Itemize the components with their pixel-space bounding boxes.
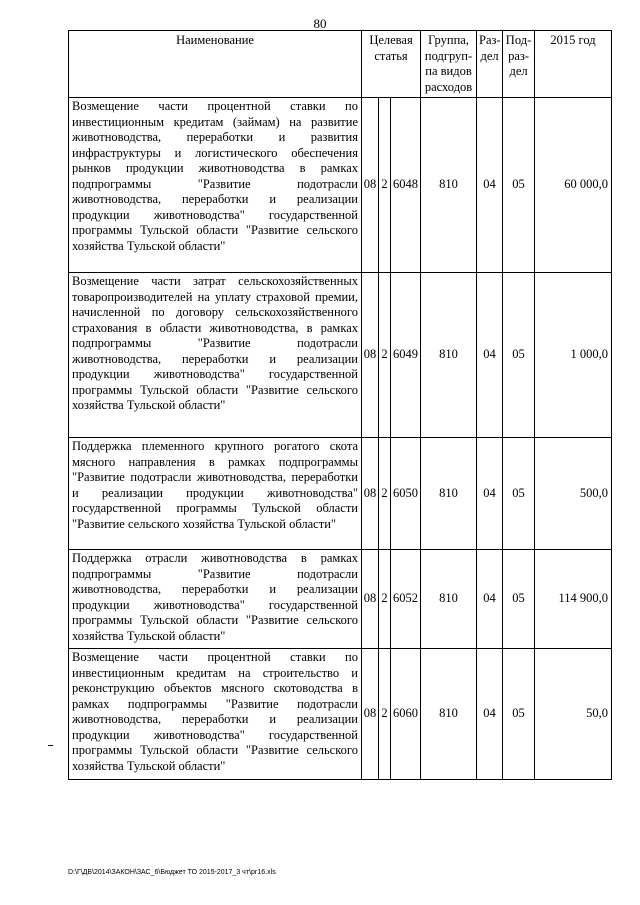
article-program: 08 — [362, 649, 379, 780]
article-code: 6052 — [391, 550, 421, 649]
amount-2015: 114 900,0 — [535, 550, 612, 649]
header-article: Целевая статья — [362, 31, 421, 98]
file-path-footer: D:\Г\ДБ\2014\ЗАКОН\ЗАС_6\Бюджет ТО 2015-2017_3 чт\рг16.xls — [68, 869, 276, 876]
article-code: 6048 — [391, 98, 421, 273]
article-code: 6049 — [391, 273, 421, 438]
amount-2015: 50,0 — [535, 649, 612, 780]
expense-group: 810 — [421, 550, 477, 649]
subsection: 05 — [503, 438, 535, 550]
row-name: Возмещение части процентной ставки по инвестиционным кредитам на строительство и реконструкцию объектов мясного скотоводства в рамках подпрограммы "Развитие подотрасли животноводства, переработки и реализации продукции животноводства" государственной программы Тульской области "Развитие сельского хозяйства Тульской области" — [69, 649, 362, 780]
table-row — [69, 649, 612, 780]
amount-2015: 500,0 — [535, 438, 612, 550]
article-code: 6050 — [391, 438, 421, 550]
table-row — [69, 438, 612, 550]
row-name: Поддержка племенного крупного рогатого скота мясного направления в рамках подпрограммы "Развитие подотрасли животноводства, переработки и реализации продукции животноводства" государственной программы Тульской области "Развитие сельского хозяйства Тульской области" — [69, 438, 362, 550]
budget-table — [68, 30, 612, 780]
table-row — [69, 98, 612, 273]
expense-group: 810 — [421, 438, 477, 550]
header-name: Наименование — [69, 31, 362, 98]
section: 04 — [477, 438, 503, 550]
table-header-row — [69, 31, 612, 98]
margin-mark — [48, 745, 53, 746]
section: 04 — [477, 98, 503, 273]
row-name: Возмещение части процентной ставки по инвестиционным кредитам (займам) на развитие животноводства, переработки и развития инфраструктуры и логистического обеспечения рынков продукции животноводства в рамках подпрограммы "Развитие подотрасли животноводства, переработки и реализации продукции животноводства" государственной программы Тульской области "Развитие сельского хозяйства Тульской области" — [69, 98, 362, 273]
table-row — [69, 273, 612, 438]
expense-group: 810 — [421, 98, 477, 273]
section: 04 — [477, 273, 503, 438]
article-code: 6060 — [391, 649, 421, 780]
expense-group: 810 — [421, 649, 477, 780]
article-subprogram: 2 — [379, 438, 391, 550]
article-subprogram: 2 — [379, 98, 391, 273]
article-subprogram: 2 — [379, 550, 391, 649]
header-group: Группа, подгруп-па видов расходов — [421, 31, 477, 98]
header-subsection: Под-раз-дел — [503, 31, 535, 98]
header-section: Раз-дел — [477, 31, 503, 98]
subsection: 05 — [503, 98, 535, 273]
subsection: 05 — [503, 550, 535, 649]
section: 04 — [477, 550, 503, 649]
section: 04 — [477, 649, 503, 780]
article-program: 08 — [362, 98, 379, 273]
article-program: 08 — [362, 273, 379, 438]
table-row — [69, 550, 612, 649]
amount-2015: 60 000,0 — [535, 98, 612, 273]
amount-2015: 1 000,0 — [535, 273, 612, 438]
subsection: 05 — [503, 649, 535, 780]
article-subprogram: 2 — [379, 649, 391, 780]
header-year: 2015 год — [535, 31, 612, 98]
row-name: Возмещение части затрат сельскохозяйственных товаропроизводителей на уплату страховой премии, начисленной по договору сельскохозяйственного страхования в области животноводства, в рамках подпрограммы "Развитие подотрасли животноводства, переработки и реализации продукции животноводства" государственной программы Тульской области "Развитие сельского хозяйства Тульской области" — [69, 273, 362, 438]
article-program: 08 — [362, 550, 379, 649]
expense-group: 810 — [421, 273, 477, 438]
subsection: 05 — [503, 273, 535, 438]
row-name: Поддержка отрасли животноводства в рамках подпрограммы "Развитие подотрасли животноводства, переработки и реализации продукции животноводства" государственной программы Тульской области "Развитие сельского хозяйства Тульской области" — [69, 550, 362, 649]
article-subprogram: 2 — [379, 273, 391, 438]
article-program: 08 — [362, 438, 379, 550]
page-number: 80 — [313, 16, 327, 31]
